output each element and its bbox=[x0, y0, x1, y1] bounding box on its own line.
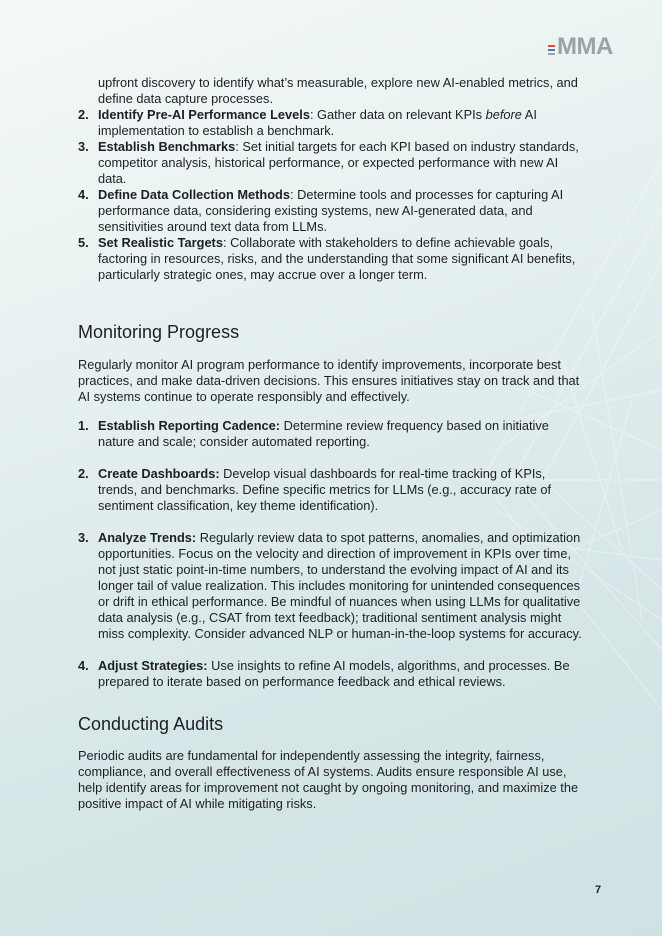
page-content bbox=[78, 75, 586, 812]
list-item-title: Define Data Collection Methods bbox=[98, 187, 290, 202]
list-item-text: Determine review frequency based on initiative nature and scale; consider automated reporting. bbox=[98, 418, 549, 449]
list-number: 2. bbox=[78, 107, 89, 122]
list-number: 1. bbox=[78, 418, 89, 433]
list-item-text: : Gather data on relevant KPIs bbox=[309, 107, 486, 122]
list-number: 4. bbox=[78, 658, 89, 673]
logo-text: MMA bbox=[557, 33, 613, 60]
list-item bbox=[78, 235, 586, 283]
list-number: 3. bbox=[78, 139, 89, 154]
list-item-title: Adjust Strategies: bbox=[98, 658, 208, 673]
kpi-steps-list bbox=[78, 107, 586, 283]
list-item bbox=[78, 466, 586, 514]
logo-bar-grey bbox=[548, 53, 555, 55]
monitoring-steps-list bbox=[78, 418, 586, 690]
mma-logo bbox=[548, 33, 613, 60]
list-item bbox=[78, 418, 586, 450]
list-number: 2. bbox=[78, 466, 89, 481]
list-item bbox=[78, 107, 586, 139]
page-number: 7 bbox=[595, 884, 602, 896]
list-item-text: : Determine tools and processes for capturing AI performance data, considering existing systems, new AI-generated data, and sensitivities around text data from LLMs. bbox=[98, 187, 564, 234]
logo-mark-icon bbox=[548, 45, 555, 55]
audits-intro: Periodic audits are fundamental for independently assessing the integrity, fairness, compliance, and overall effectiveness of AI systems. Audits ensure responsible AI use, help identify areas for improvement not caught by ongoing monitoring, and maximize the positive impact of AI while mitigating risks. bbox=[78, 748, 579, 811]
logo-bar-red bbox=[548, 45, 555, 47]
list-item-text: AI implementation to establish a benchmark. bbox=[98, 107, 537, 138]
section-heading-monitoring: Monitoring Progress bbox=[78, 322, 240, 342]
list-item-title: Establish Reporting Cadence: bbox=[98, 418, 281, 433]
list-item bbox=[78, 139, 586, 187]
list-item-emphasis: before bbox=[485, 107, 522, 122]
section-heading-audits: Conducting Audits bbox=[78, 714, 224, 734]
list-item-text: Use insights to refine AI models, algorithms, and processes. Be prepared to iterate based on performance feedback and ethical reviews. bbox=[98, 658, 570, 689]
list-item bbox=[78, 658, 586, 690]
list-item-title: Analyze Trends: bbox=[98, 530, 197, 545]
list-number: 5. bbox=[78, 235, 89, 250]
list-item-title: Set Realistic Targets bbox=[98, 235, 223, 250]
list-item-text: Regularly review data to spot patterns, anomalies, and optimization opportunities. Focus on the velocity and direction of improvement in KPIs over time, not just static point-in-time numbers, to understand the evolving impact of AI and its longer tail of value realization. This includes monitoring for unintended consequences or drift in ethical performance. Be mindful of nuances when using LLMs for qualitative data analysis (e.g., CSAT from text feedback); traditional sentiment analysis might miss complexity. Consider advanced NLP or human-in-the-loop systems for accuracy. bbox=[98, 530, 582, 641]
list-item-text: : Set initial targets for each KPI based on industry standards, competitor analysis, historical performance, or expected performance with new AI data. bbox=[98, 139, 579, 186]
monitoring-intro: Regularly monitor AI program performance to identify improvements, incorporate best practices, and make data-driven decisions. This ensures initiatives stay on track and that AI systems continue to operate responsibly and effectively. bbox=[78, 357, 580, 404]
list-item-text: Develop visual dashboards for real-time tracking of KPIs, trends, and benchmarks. Define specific metrics for LLMs (e.g., accuracy rate of sentiment classification, key theme identification). bbox=[98, 466, 552, 513]
list-item-title: Identify Pre-AI Performance Levels bbox=[98, 107, 310, 122]
list-item bbox=[78, 530, 586, 642]
list-item-text: : Collaborate with stakeholders to define achievable goals, factoring in resources, risks, and the understanding that some significant AI benefits, particularly strategic ones, may accrue over a longer term. bbox=[98, 235, 576, 282]
logo-bar-blue bbox=[548, 49, 555, 51]
list-item-title: Create Dashboards: bbox=[98, 466, 220, 481]
list-number: 4. bbox=[78, 187, 89, 202]
list-number: 3. bbox=[78, 530, 89, 545]
list-item-title: Establish Benchmarks bbox=[98, 139, 236, 154]
list-item bbox=[78, 187, 586, 235]
intro-continuation: upfront discovery to identify what’s measurable, explore new AI-enabled metrics, and define data capture processes. bbox=[98, 75, 578, 106]
